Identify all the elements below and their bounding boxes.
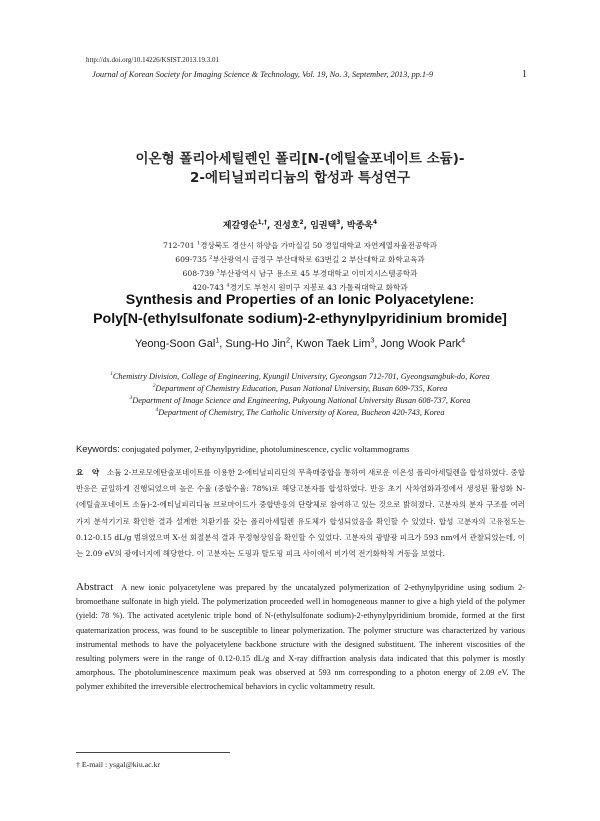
english-affiliation-4: $^4$Department of Chemistry, The Catholic University of Korea, Bucheon 420-743, Korea bbox=[155, 407, 445, 417]
doi-link[interactable]: http://dx.doi.org/10.14226/KSIST.2013.19.3.01 bbox=[86, 56, 219, 64]
korean-abstract bbox=[76, 465, 525, 562]
keywords-text: conjugated polymer, 2-ethynylpyridine, photoluminescence, cyclic voltammograms bbox=[119, 444, 410, 454]
english-title-line-1: Synthesis and Properties of an Ionic Polyacetylene: bbox=[125, 292, 475, 308]
footnote-email: † E-mail : ysgal@kiu.ac.kr bbox=[76, 760, 161, 769]
author-en-4: Jong Wook Park$^4$ bbox=[380, 336, 466, 350]
author-en-1: Yeong-Soon Gal$^1$ bbox=[134, 336, 220, 350]
page-number: 1 bbox=[522, 69, 527, 80]
korean-title-line-1: 이온형 폴리아세틸렌인 폴리[N-(에틸술포네이트 소듐)- bbox=[135, 151, 465, 167]
korean-abstract-text: 소듐 2-브로모에탄술포네이트를 이용한 2-에티닐피리딘의 무촉매중합을 통하여 새로운 이온성 폴리아세틸렌을 합성하였다. 중합반응은 균일하게 진행되었으며 높은 수율 (중합수율: 78%)로 해당고분자를 합성하였다. 반응 초기 사차염화과정에서 생성된 활성화 N-(에틸술포네이트 소듐)-2-에티닐피리디늄 브로마이드가 중합반응의 단량체로 참여하고 있는 것으로 밝혀졌다. 고분자의 분자 구조를 여러 가지 분석기기로 확인한 결과 설계한 치환기를 갖는 폴리아세틸렌 유도체가 합성되었음을 확인할 수 있었다. 합성 고분자의 고유점도는 0.12-0.15 dL/g 범위였으며 X-선 회절분석 결과 무정형상임을 확인할 수 있었다. 고분자의 광발광 피크가 593 nm에서 관찰되었는데, 이는 2.09 eV의 광에너지에 해당한다. 이 고분자는 도핑과 탈도핑 피크 사이에서 비가역 전기화학적 거동을 보였다. bbox=[76, 468, 525, 559]
author-ko-1: 제갈영순$^{1,\dagger}$ bbox=[222, 220, 267, 231]
korean-affiliation-3: 608-739 $^3$부산광역시 남구 용소로 45 부경대학교 이미지시스템공학과 bbox=[182, 268, 418, 278]
korean-affiliation-4: 420-743 $^4$경기도 부천시 원미구 지봉로 43 가톨릭대학교 화학과 bbox=[192, 282, 408, 292]
english-title-line-2: Poly[N-(ethylsulfonate sodium)-2-ethynylpyridinium bromide] bbox=[93, 311, 507, 327]
keywords bbox=[76, 443, 409, 454]
english-affiliation-1: $^1$Chemistry Division, College of Engineering, Kyungil University, Gyeongsan 712-701, Gyeongsangbuk-do, Korea bbox=[110, 371, 490, 381]
english-abstract-text: A new ionic polyacetylene was prepared by the uncatalyzed polymerization of 2-ethynylpyridine using sodium 2-bromoethane sulfonate in high yield. The polymerization proceeded well in homogeneous manner to give a high yield of the polymer (yield: 78 %). The activated acetylenic triple bond of N-(ethylsulfonate sodium)-2-ethynylpyridinium bromide, formed at the first quaternarization process, was found to be susceptible to linear polymerization. The polymer structure was characterized by various instrumental methods to have the polyacetylene backbone structure with the designed substituent. The inherent viscosities of the resulting polymers were in the range of 0.12-0.15 dL/g and X-ray diffraction analysis data indicated that this polymer is mostly amorphous. The photoluminescence maximum peak was observed at 593 nm corresponding to a photon energy of 2.09 eV. The polymer exhibited the irreversible electrochemical behaviors in cyclic voltammetry result. bbox=[76, 583, 525, 692]
author-ko-3: 임권택$^3$ bbox=[310, 220, 341, 231]
korean-authors: 제갈영순$^{1,\dagger}$, 진성호$^2$, 임권택$^3$, 박종욱$^4$ bbox=[222, 220, 378, 231]
keywords-label: Keywords: bbox=[76, 443, 120, 454]
author-en-2: Sung-Ho Jin$^2$ bbox=[225, 336, 290, 350]
author-en-3: Kwon Taek Lim$^3$ bbox=[296, 336, 375, 350]
korean-affiliation-2: 609-735 $^2$부산광역시 금정구 부산대학로 63번길 2 부산대학교 화학교육과 bbox=[175, 254, 425, 264]
english-abstract bbox=[76, 580, 525, 695]
korean-title-line-2: 2-에티닐피리디늄의 합성과 특성연구 bbox=[189, 170, 410, 186]
english-abstract-label: Abstract bbox=[76, 581, 114, 593]
english-authors: Yeong-Soon Gal$^1$, Sung-Ho Jin$^2$, Kwon Taek Lim$^3$, Jong Wook Park$^4$ bbox=[134, 336, 466, 350]
korean-affiliation-1: 712-701 $^1$경상북도 경산시 하양읍 가마실길 50 경일대학교 자연계열자율전공학과 bbox=[162, 240, 437, 250]
author-ko-2: 진성호$^2$ bbox=[273, 220, 304, 231]
footnote-divider bbox=[76, 752, 230, 753]
journal-citation: Journal of Korean Society for Imaging Science & Technology, Vol. 19, No. 3, September, 2013, pp.1-9 bbox=[92, 70, 434, 79]
english-affiliation-3: $^3$Department of Image Science and Engineering, Pukyoung National University Busan 608-737, Korea bbox=[129, 395, 471, 405]
english-affiliation-2: $^2$Department of Chemistry Education, Pusan National University, Busan 609-735, Korea bbox=[152, 383, 448, 393]
author-ko-4: 박종욱$^4$ bbox=[346, 220, 378, 231]
korean-abstract-label: 요 약 bbox=[76, 468, 103, 477]
